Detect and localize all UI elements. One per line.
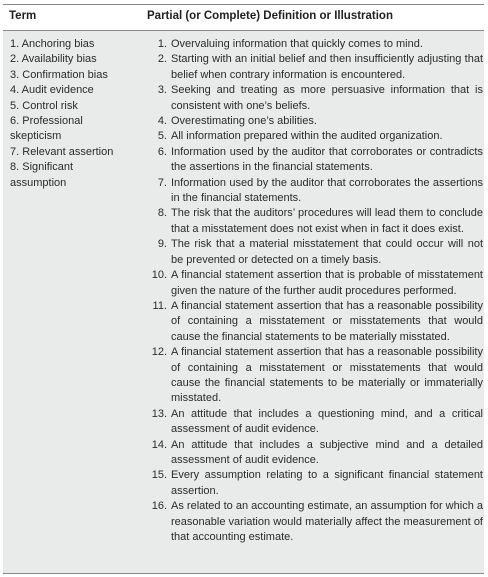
definition-number: 9. <box>157 238 167 251</box>
definition-number: 13. <box>151 407 167 420</box>
definition-text: Information used by the auditor that corroborates or contradicts the assertions in the financial statements. <box>171 145 483 174</box>
definition-list <box>143 37 483 545</box>
term-item <box>10 68 142 83</box>
definition-text: Overvaluing information that quickly comes to mind. <box>171 38 423 50</box>
definition-text: All information prepared within the audited organization. <box>171 130 443 143</box>
definition-number: 15. <box>151 469 167 482</box>
definition-text: An attitude that includes a questioning mind, and a critical assessment of audit evidence. <box>171 407 483 436</box>
definition-item <box>143 52 483 83</box>
definition-text: Seeking and treating as more persuasive information that is consistent with one’s beliefs. <box>171 84 483 112</box>
term-text: Availability bias <box>21 53 97 66</box>
term-text: Professional skepticism <box>10 115 83 143</box>
definition-text: A financial statement assertion that is probable of misstatement given the nature of the further audit procedures performed. <box>171 269 483 297</box>
term-column-header: Term <box>9 10 37 22</box>
definition-text: A financial statement assertion that has a reasonable possibility of containing a misstatement or misstatements that would cause the financial statements to be materially misstated. <box>171 299 483 343</box>
matching-table <box>3 4 484 574</box>
term-number: 6. <box>10 115 20 128</box>
definition-item <box>143 345 483 407</box>
term-number: 1. <box>10 38 20 50</box>
term-number: 2. <box>10 53 20 66</box>
term-number: 7. <box>10 145 20 158</box>
definition-item <box>143 499 483 545</box>
definition-item <box>143 145 483 176</box>
definition-number: 2. <box>157 53 167 66</box>
definition-number: 16. <box>151 500 167 513</box>
definition-number: 8. <box>157 207 167 220</box>
definition-column-header: Partial (or Complete) Definition or Illustration <box>147 10 393 22</box>
term-text: Confirmation bias <box>22 68 108 81</box>
definition-item <box>143 176 483 207</box>
term-item <box>10 83 142 98</box>
definition-item <box>143 83 483 114</box>
definition-number: 12. <box>151 346 167 359</box>
definition-text: A financial statement assertion that has a reasonable possibility of containing a misstatement or misstatements that would cause the financial statements to be materially or immaterially misstated. <box>171 346 483 405</box>
term-text: Relevant assertion <box>22 145 114 158</box>
term-item <box>10 52 142 67</box>
definition-item <box>143 468 483 499</box>
term-item <box>10 114 110 145</box>
term-item <box>10 145 142 160</box>
definition-number: 14. <box>151 438 167 451</box>
term-number: 8. <box>10 161 20 174</box>
definition-text: An attitude that includes a subjective mind and a detailed assessment of audit evidence. <box>171 438 483 466</box>
definition-item <box>143 438 483 469</box>
definition-item <box>143 114 483 129</box>
definition-text: Starting with an initial belief and then insufficiently adjusting that belief when contrary information is encountered. <box>171 53 483 81</box>
definition-number: 5. <box>157 130 167 143</box>
term-text: Anchoring bias <box>21 38 95 50</box>
definition-number: 4. <box>157 115 167 128</box>
term-item <box>10 37 142 52</box>
term-item <box>10 99 142 114</box>
definition-item <box>143 37 483 52</box>
definition-item <box>143 299 483 345</box>
definition-number: 7. <box>157 176 167 189</box>
definition-number: 11. <box>152 299 167 312</box>
definition-number: 3. <box>157 84 167 97</box>
term-number: 3. <box>10 68 20 81</box>
table-header <box>3 4 484 31</box>
definition-item <box>143 237 483 268</box>
definition-item <box>143 407 483 438</box>
definition-number: 1. <box>157 38 167 50</box>
definition-text: The risk that a material misstatement that could occur will not be prevented or detected on a timely basis. <box>171 238 483 266</box>
definition-item <box>143 129 483 144</box>
definition-text: Overestimating one’s abilities. <box>171 115 317 128</box>
definition-number: 10. <box>151 269 167 282</box>
term-text: Significant assumption <box>10 161 74 189</box>
definition-item <box>143 206 483 237</box>
definition-number: 6. <box>157 145 167 158</box>
definition-text: Every assumption relating to a significant financial statement assertion. <box>171 469 483 497</box>
definition-item <box>143 268 483 299</box>
definition-text: As related to an accounting estimate, an assumption for which a reasonable variation would materially affect the measurement of that accounting estimate. <box>171 500 483 543</box>
term-number: 5. <box>10 99 20 112</box>
definition-text: Information used by the auditor that corroborates the assertions in the financial statements. <box>171 176 483 205</box>
term-text: Control risk <box>22 99 78 112</box>
term-number: 4. <box>10 84 20 97</box>
term-list <box>10 37 142 191</box>
bottom-rule <box>3 573 484 574</box>
term-item <box>10 160 92 191</box>
definition-text: The risk that the auditors’ procedures will lead them to conclude that a misstatement does not exist when in fact it does exist. <box>171 207 483 235</box>
term-text: Audit evidence <box>21 84 94 97</box>
